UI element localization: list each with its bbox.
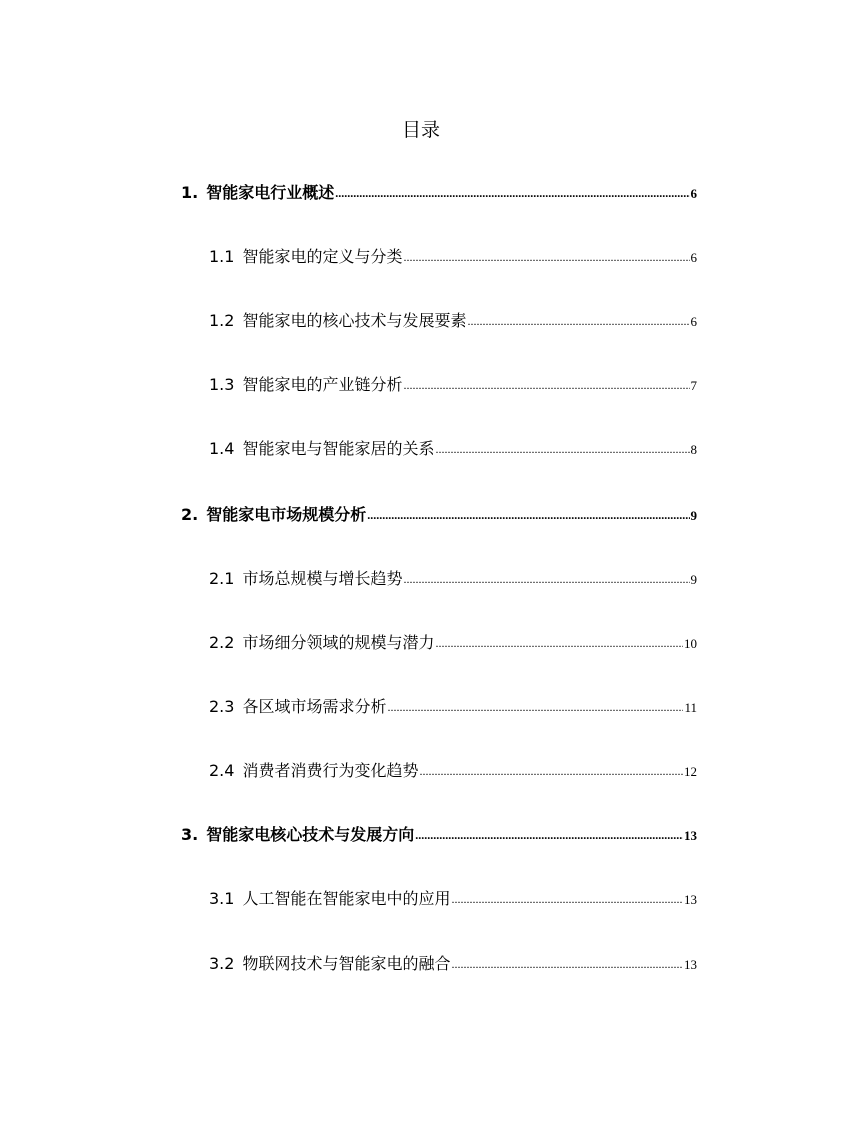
toc-entry-3-1[interactable]: [209, 887, 697, 911]
toc-entry-number: 2.3: [209, 697, 235, 716]
toc-dot-leader: [387, 695, 683, 719]
toc-entry-title: 智能家电与智能家居的关系: [242, 439, 435, 458]
toc-page-number: 6: [690, 250, 697, 265]
toc-page-number: 6: [690, 314, 697, 329]
toc-dot-leader: [435, 437, 689, 461]
toc-page-number: 9: [690, 572, 697, 587]
toc-entry-number: 1.2: [209, 311, 235, 330]
toc-entry-title: 智能家电的定义与分类: [242, 247, 403, 266]
toc-entry-title: 智能家电的核心技术与发展要素: [242, 311, 467, 330]
toc-entry-1-2[interactable]: [209, 309, 697, 333]
toc-dot-leader: [403, 245, 689, 269]
toc-dot-leader: [335, 181, 689, 205]
toc-dot-leader: [435, 631, 683, 655]
toc-entry-2-2[interactable]: [209, 631, 697, 655]
toc-page-number: 8: [690, 442, 697, 457]
toc-entry-number: 1.3: [209, 375, 235, 394]
toc-dot-leader: [415, 823, 683, 847]
toc-page-number: 6: [690, 186, 697, 201]
toc-page-number: 10: [684, 636, 697, 651]
toc-entry-number: 2.2: [209, 633, 235, 652]
toc-entry-number: 2.1: [209, 569, 235, 588]
toc-dot-leader: [403, 373, 689, 397]
toc-entry-title: 人工智能在智能家电中的应用: [242, 889, 451, 908]
toc-dot-leader: [451, 887, 683, 911]
toc-entry-number: 1.: [181, 183, 199, 202]
toc-dot-leader: [451, 952, 683, 976]
toc-entry-2-1[interactable]: [209, 567, 697, 591]
toc-entry-number: 1.4: [209, 439, 235, 458]
toc-entry-1-3[interactable]: [209, 373, 697, 397]
toc-entry-2[interactable]: [181, 503, 697, 527]
toc-entry-number: 2.: [181, 505, 199, 524]
toc-page-number: 13: [684, 957, 697, 972]
toc-entry-title: 消费者消费行为变化趋势: [242, 761, 419, 780]
toc-entry-number: 2.4: [209, 761, 235, 780]
toc-dot-leader: [367, 503, 689, 527]
toc-entry-2-4[interactable]: [209, 759, 697, 783]
toc-entry-1-1[interactable]: [209, 245, 697, 269]
toc-page-number: 12: [684, 764, 697, 779]
toc-entry-title: 市场总规模与增长趋势: [242, 569, 403, 588]
toc-entry-1-4[interactable]: [209, 437, 697, 461]
toc-entry-3-2[interactable]: [209, 952, 697, 976]
toc-page-number: 11: [684, 700, 697, 715]
toc-page-number: 13: [684, 828, 697, 843]
toc-title: 目录: [401, 119, 440, 141]
toc-page-number: 7: [690, 378, 697, 393]
toc-dot-leader: [403, 567, 689, 591]
toc-entry-1[interactable]: [181, 181, 697, 205]
toc-entry-3[interactable]: [181, 823, 697, 847]
toc-entry-title: 智能家电核心技术与发展方向: [206, 825, 415, 844]
toc-entry-title: 各区域市场需求分析: [242, 697, 387, 716]
toc-entry-number: 3.2: [209, 954, 235, 973]
toc-entry-title: 物联网技术与智能家电的融合: [242, 954, 451, 973]
toc-entry-title: 市场细分领域的规模与潜力: [242, 633, 435, 652]
toc-entry-title: 智能家电行业概述: [206, 183, 335, 202]
toc-entry-2-3[interactable]: [209, 695, 697, 719]
toc-entry-number: 3.1: [209, 889, 235, 908]
toc-entry-number: 3.: [181, 825, 199, 844]
toc-dot-leader: [467, 309, 689, 333]
toc-entry-number: 1.1: [209, 247, 235, 266]
toc-page-number: 9: [690, 508, 697, 523]
toc-dot-leader: [419, 759, 683, 783]
toc-entry-title: 智能家电的产业链分析: [242, 375, 403, 394]
toc-entry-title: 智能家电市场规模分析: [206, 505, 367, 524]
toc-page-number: 13: [684, 892, 697, 907]
